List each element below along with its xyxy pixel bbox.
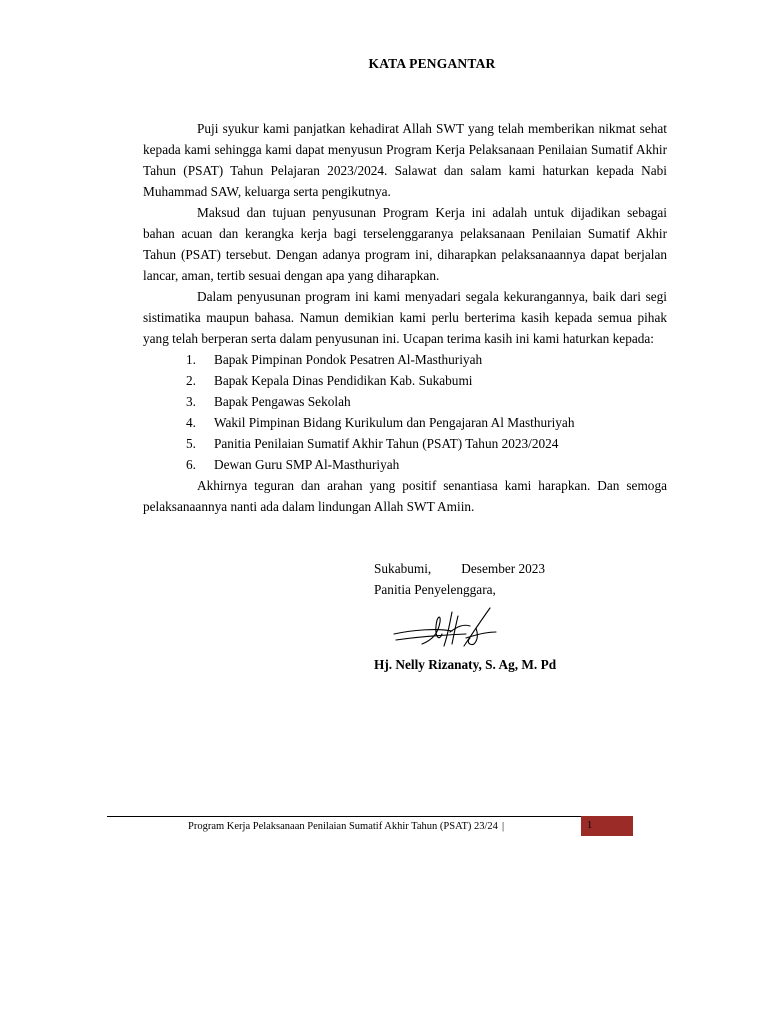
list-text: Bapak Pengawas Sekolah bbox=[214, 394, 351, 409]
footer-divider bbox=[107, 816, 581, 817]
thanks-list bbox=[143, 349, 667, 475]
paragraph-purpose: Maksud dan tujuan penyusunan Program Kerja ini adalah untuk dijadikan sebagai bahan acuan dan kerangka kerja bagi terselenggaranya pelaksanaan Penilaian Sumatif Akhir Tahun (PSAT) tersebut. Dengan adanya program ini, diharapkan pelaksanaannya dapat berjalan lancar, aman, tertib sesuai dengan apa yang diharapkan. bbox=[143, 205, 667, 283]
paragraph-closing: Akhirnya teguran dan arahan yang positif senantiasa kami harapkan. Dan semoga pelaksanaannya nanti ada dalam lindungan Allah SWT Amiin. bbox=[143, 478, 667, 514]
list-text: Dewan Guru SMP Al-Masthuriyah bbox=[214, 457, 400, 472]
list-text: Bapak Kepala Dinas Pendidikan Kab. Sukabumi bbox=[214, 373, 473, 388]
signature-date-line bbox=[374, 558, 545, 579]
list-item bbox=[143, 370, 667, 391]
paragraph-intro: Puji syukur kami panjatkan kehadirat Allah SWT yang telah memberikan nikmat sehat kepada kami sehingga kami dapat menyusun Program Kerja Pelaksanaan Penilaian Sumatif Akhir Tahun (PSAT) Tahun Pelajaran 2023/2024. Salawat dan salam kami haturkan kepada Nabi Muhammad SAW, keluarga serta pengikutnya. bbox=[143, 121, 667, 199]
list-number: 6. bbox=[186, 457, 196, 472]
footer-separator: | bbox=[501, 821, 505, 832]
list-item bbox=[143, 454, 667, 475]
list-text: Bapak Pimpinan Pondok Pesatren Al-Masthuriyah bbox=[214, 352, 483, 367]
list-number: 1. bbox=[186, 352, 196, 367]
list-number: 5. bbox=[186, 436, 196, 451]
list-item bbox=[143, 412, 667, 433]
signature-place: Sukabumi, bbox=[374, 561, 432, 576]
document-body bbox=[143, 118, 667, 517]
paragraph-acknowledgement: Dalam penyusunan program ini kami menyadari segala kekurangannya, baik dari segi sistimatika maupun bahasa. Namun demikian kami perlu berterima kasih kepada semua pihak yang telah berperan serta dalam penyusunan ini. Ucapan terima kasih ini kami haturkan kepada: bbox=[143, 289, 667, 346]
list-text: Panitia Penilaian Sumatif Akhir Tahun (PSAT) Tahun 2023/2024 bbox=[214, 436, 559, 451]
signature-date: Desember 2023 bbox=[461, 561, 546, 576]
page-number-badge bbox=[581, 816, 633, 836]
page-title: KATA PENGANTAR bbox=[368, 56, 496, 71]
list-number: 3. bbox=[186, 394, 196, 409]
list-number: 2. bbox=[186, 373, 196, 388]
signatory-name: Hj. Nelly Rizanaty, S. Ag, M. Pd bbox=[374, 657, 557, 672]
list-number: 4. bbox=[186, 415, 196, 430]
list-item bbox=[143, 349, 667, 370]
footer bbox=[188, 820, 504, 834]
list-text: Wakil Pimpinan Bidang Kurikulum dan Pengajaran Al Masthuriyah bbox=[214, 415, 575, 430]
handwritten-signature-image bbox=[392, 604, 498, 652]
signature-block bbox=[374, 558, 545, 600]
signature-role: Panitia Penyelenggara, bbox=[374, 582, 496, 597]
page-number: 1 bbox=[587, 820, 593, 831]
footer-title: Program Kerja Pelaksanaan Penilaian Sumatif Akhir Tahun (PSAT) 23/24 bbox=[188, 821, 498, 832]
list-item bbox=[143, 391, 667, 412]
list-item bbox=[143, 433, 667, 454]
